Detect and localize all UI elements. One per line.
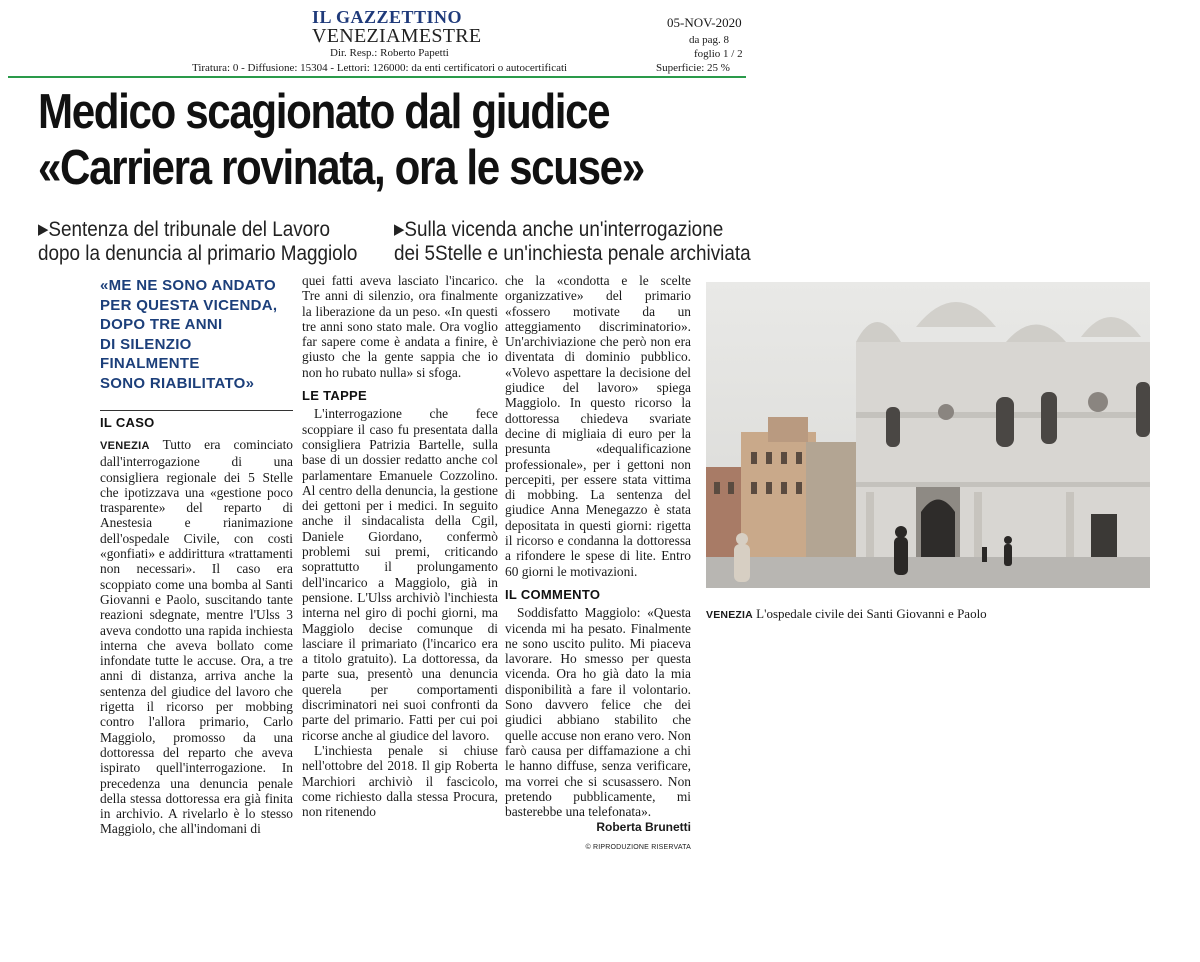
triangle-bullet-icon: ▶ (394, 221, 405, 238)
circulation-info: Tiratura: 0 - Diffusione: 15304 - Lettori: 126000: da enti certificatori o autocertificati (192, 62, 568, 74)
section-il-caso: IL CASO (100, 410, 293, 430)
quote-line: DOPO TRE ANNI (100, 316, 223, 333)
dateline: VENEZIA (100, 440, 150, 452)
article-column-2 (302, 273, 498, 819)
masthead-edition: VENEZIAMESTRE (312, 25, 482, 47)
caption-text: L'ospedale civile dei Santi Giovanni e Paolo (756, 606, 987, 621)
headline (38, 84, 649, 196)
subhead-left (38, 218, 357, 266)
subhead-left-line-1: Sentenza del tribunale del Lavoro (48, 218, 330, 241)
subhead-right (394, 218, 751, 266)
article-column-3 (505, 273, 691, 855)
quote-line: PER QUESTA VICENDA, (100, 296, 278, 314)
hospital-facade-illustration (706, 282, 1150, 588)
headline-line-1: Medico scagionato dal giudice (38, 85, 610, 139)
headline-line-2: «Carriera rovinata, ora le scuse» (38, 141, 644, 195)
section-le-tappe: LE TAPPE (302, 388, 368, 404)
col3-paragraph-a: che la «condotta e le scelte organizzative» del primario «fossero motivate da un atteggiamento discriminatorio». Un'archiviazione che però non era diventata di dominio pubblico. «Volevo aspettare la decisione del giudice del lavoro» spiega Maggiolo. In questo ricorso la dottoressa chiedeva svariate decine di migliaia di euro per la presunta «dequalificazione professionale», per i gettoni non percepiti, per essere stata vittima di mobbing. La sentenza del giudice Anna Menegazzo è stata depositata in questi giorni: rigetta il ricorso e condanna la dottoressa a rifondere le spese di lite. Entro 60 giorni le motivazioni. (505, 273, 691, 579)
col2-paragraph-b: L'interrogazione che fece scoppiare il caso fu presentata dalla consigliera Patrizia Bartelle, sulla base di un dossier redatto anche col parlamentare Emanuele Cozzolino. Al centro della denuncia, la gestione dei gettoni per i medici. In seguito anche il sindacalista della Cgil, Daniele Giordano, confermò problemi sui premi, criticando soprattutto il prolungamento dell'incarico a Maggiolo, già in pensione. L'Ulss archiviò l'inchiesta interna nel giro di pochi giorni, ma Maggiolo decise comunque di lasciare il primariato (l'incarico era a titolo gratuito). La dottoressa, da parte sua, presentò una denuncia querela per comportamenti discriminatori nei suoi confronti da parte del primario. Fatti per cui poi ricorse anche al giudice del lavoro. (302, 406, 498, 743)
col2-paragraph-a: quei fatti aveva lasciato l'incarico. Tre anni di silenzio, ora finalmente la liberazione da un peso. «In questi tre anni sono stato male. Ora voglio far sapere come è andata a finire, è giusto che la gente sappia che io non ho rubato nulla» si sfoga. (302, 273, 498, 380)
triangle-bullet-icon: ▶ (38, 221, 49, 238)
masthead-title: IL GAZZETTINO (312, 7, 463, 27)
director-line: Dir. Resp.: Roberto Papetti (330, 47, 449, 59)
author-signature: Roberta Brunetti (596, 820, 691, 835)
article-column-1 (100, 437, 293, 837)
header-divider (8, 76, 746, 78)
quote-line: FINALMENTE (100, 355, 200, 372)
quote-line: «ME NE SONO ANDATO (100, 277, 276, 294)
subhead-right-line-2: dei 5Stelle e un'inchiesta penale archiviata (394, 242, 751, 265)
photo-caption (706, 606, 1150, 622)
surface-info: Superficie: 25 % (656, 62, 730, 74)
subhead-left-line-2: dopo la denuncia al primario Maggiolo (38, 242, 358, 265)
quote-line: SONO RIABILITATO» (100, 374, 255, 392)
section-il-commento: IL COMMENTO (505, 586, 601, 602)
quote-line: DI SILENZIO (100, 335, 192, 353)
subhead-right-line-1: Sulla vicenda anche un'interrogazione (404, 218, 724, 241)
col2-paragraph-c: L'inchiesta penale si chiuse nell'ottobre del 2018. Il gip Roberta Marchiori archiviò il fascicolo, come richiesto dalla stessa Procura, non ritenendo (302, 742, 498, 820)
sheet-ref: foglio 1 / 2 (694, 48, 743, 60)
publication-date: 05-NOV-2020 (667, 15, 742, 30)
col1-body: Tutto era cominciato dall'interrogazione di una consigliera regionale dei 5 Stelle che ipotizzava una «gestione poco trasparente» del reparto di Anestesia e rianimazione dell'ospedale Civile, con costi «gonfiati» e addirittura «trattamenti non necessari». Il caso era scoppiato come una bomba al Santi Giovanni e Paolo, suscitando tante reazioni sdegnate, mentre l'Ulss 3 aveva condotto una rapida inchiesta interna che aveva bollato come infondate tutte le accuse. Ora, a tre anni di distanza, arriva anche la sentenza del giudice del lavoro che rigetta il ricorso per mobbing contro l'allora primario, Carlo Maggiolo, promosso da una dottoressa del reparto che aveva ispirato quell'interrogazione. In precedenza una denuncia penale della stessa dottoressa era già finita in archivio. A rivelarlo è lo stesso Maggiolo, che all'indomani di (100, 437, 294, 837)
copyright-notice: © RIPRODUZIONE RISERVATA (585, 843, 691, 851)
page-ref: da pag. 8 (689, 34, 730, 46)
col3-paragraph-b: Soddisfatto Maggiolo: «Questa vicenda mi ha pesato. Finalmente ne sono uscito pulito. Mi piaceva lavorare. Ho smesso per questa vicenda. Ora ho già dato la mia disponibilità a fare il volontario. Sono davvero felice che dei giudici abbiano stabilito che quelle accuse non erano vero. Non farò causa per diffamazione a chi le hanno diffuse, senza verificare, ma vorrei che si scusassero. Non pretendo pubblicamente, mi basterebbe una telefonata». (505, 605, 691, 820)
pull-quote (100, 276, 300, 393)
caption-lead: VENEZIA (706, 609, 753, 621)
article-photo (706, 282, 1150, 588)
